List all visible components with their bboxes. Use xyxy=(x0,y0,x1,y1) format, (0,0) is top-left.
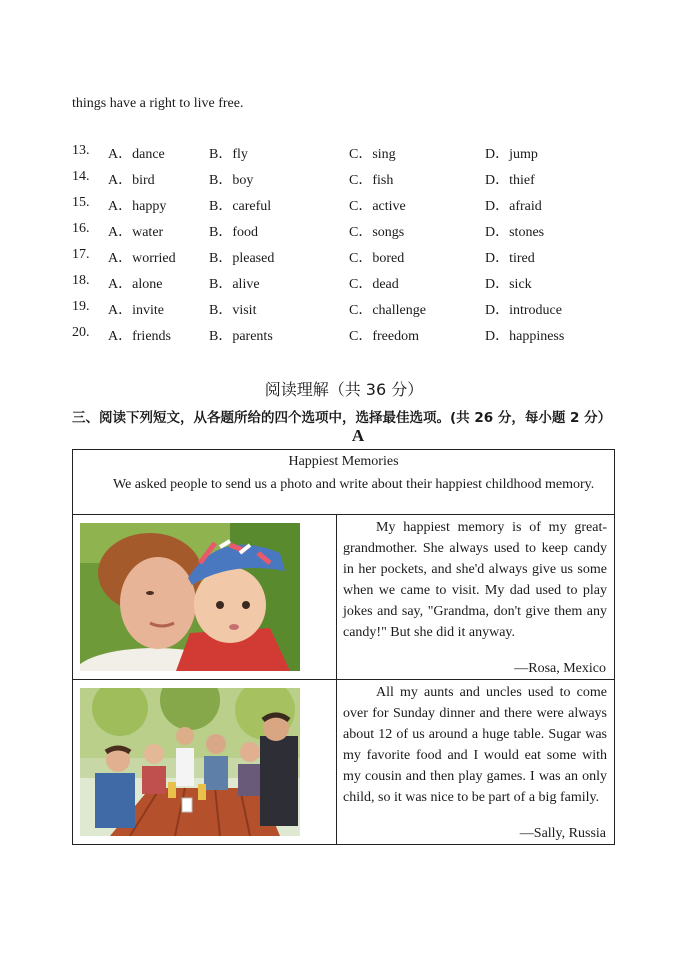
question-number: 15. xyxy=(72,195,90,210)
option-d: D．tired xyxy=(485,251,535,266)
question-row xyxy=(72,143,632,165)
question-number: 17. xyxy=(72,247,90,262)
card-title: Happiest Memories xyxy=(288,454,399,469)
question-number: 18. xyxy=(72,273,90,288)
passage-intro-line: things have a right to live free. xyxy=(72,96,244,111)
question-row xyxy=(72,299,632,321)
section-title: 阅读理解（共 36 分） xyxy=(264,380,424,399)
option-b: B．fly xyxy=(209,147,248,162)
option-b: B．boy xyxy=(209,173,254,188)
photo-grandmother-child xyxy=(80,523,300,671)
option-c: C．songs xyxy=(349,225,405,240)
passage-letter: A xyxy=(351,426,365,445)
story-author-rosa: —Rosa, Mexico xyxy=(514,661,606,676)
option-d: D．afraid xyxy=(485,199,542,214)
option-c: C．freedom xyxy=(349,329,419,344)
happiest-memories-card xyxy=(72,449,615,845)
photo-family-dinner xyxy=(80,688,300,836)
option-c: C．dead xyxy=(349,277,399,292)
question-number: 19. xyxy=(72,299,90,314)
card-header xyxy=(73,450,614,515)
question-row xyxy=(72,273,632,295)
question-row xyxy=(72,221,632,243)
question-row xyxy=(72,325,632,347)
question-row xyxy=(72,247,632,269)
option-c: C．active xyxy=(349,199,406,214)
option-b: B．careful xyxy=(209,199,272,214)
option-d: D．stones xyxy=(485,225,545,240)
story-author-sally: —Sally, Russia xyxy=(519,826,606,841)
option-d: D．happiness xyxy=(485,329,565,344)
option-a: A．alone xyxy=(108,277,163,292)
question-row xyxy=(72,169,632,191)
option-c: C．bored xyxy=(349,251,405,266)
option-a: A．invite xyxy=(108,303,164,318)
option-b: B．visit xyxy=(209,303,257,318)
section-instruction: 三、阅读下列短文，从各题所给的四个选项中，选择最佳选项。(共 26 分，每小题 2 分） xyxy=(72,410,612,426)
option-a: A．water xyxy=(108,225,164,240)
option-d: D．introduce xyxy=(485,303,562,318)
option-d: D．sick xyxy=(485,277,532,292)
option-b: B．parents xyxy=(209,329,273,344)
option-d: D．jump xyxy=(485,147,538,162)
option-b: B．pleased xyxy=(209,251,275,266)
option-c: C．sing xyxy=(349,147,396,162)
option-a: A．happy xyxy=(108,199,167,214)
option-b: B．food xyxy=(209,225,258,240)
question-number: 20. xyxy=(72,325,90,340)
option-c: C．fish xyxy=(349,173,394,188)
option-a: A．worried xyxy=(108,251,176,266)
option-b: B．alive xyxy=(209,277,260,292)
story-text-rosa: My happiest memory is of my great-grandmother. She always used to keep candy in her pockets, and she'd always give us some when we came to visit. My dad used to play jokes and say, "Grandma, don't give them any candy!" But she did it anyway. xyxy=(343,520,607,640)
story-row-rosa xyxy=(73,515,614,680)
card-intro: We asked people to send us a photo and write about their happiest childhood memory. xyxy=(113,477,595,492)
story-text-sally: All my aunts and uncles used to come over for Sunday dinner and there were always about 12 of us around a huge table. Sugar was my favorite food and I would eat some with my cousin and then play games. I was an only child, so it was nice to be part of a big family. xyxy=(343,685,607,805)
option-a: A．dance xyxy=(108,147,165,162)
option-a: A．bird xyxy=(108,173,155,188)
question-number: 13. xyxy=(72,143,90,158)
column-divider xyxy=(336,680,337,844)
column-divider xyxy=(336,515,337,679)
question-number: 16. xyxy=(72,221,90,236)
story-row-sally xyxy=(73,680,614,844)
question-number: 14. xyxy=(72,169,90,184)
question-row xyxy=(72,195,632,217)
option-c: C．challenge xyxy=(349,303,426,318)
option-a: A．friends xyxy=(108,329,171,344)
option-d: D．thief xyxy=(485,173,535,188)
